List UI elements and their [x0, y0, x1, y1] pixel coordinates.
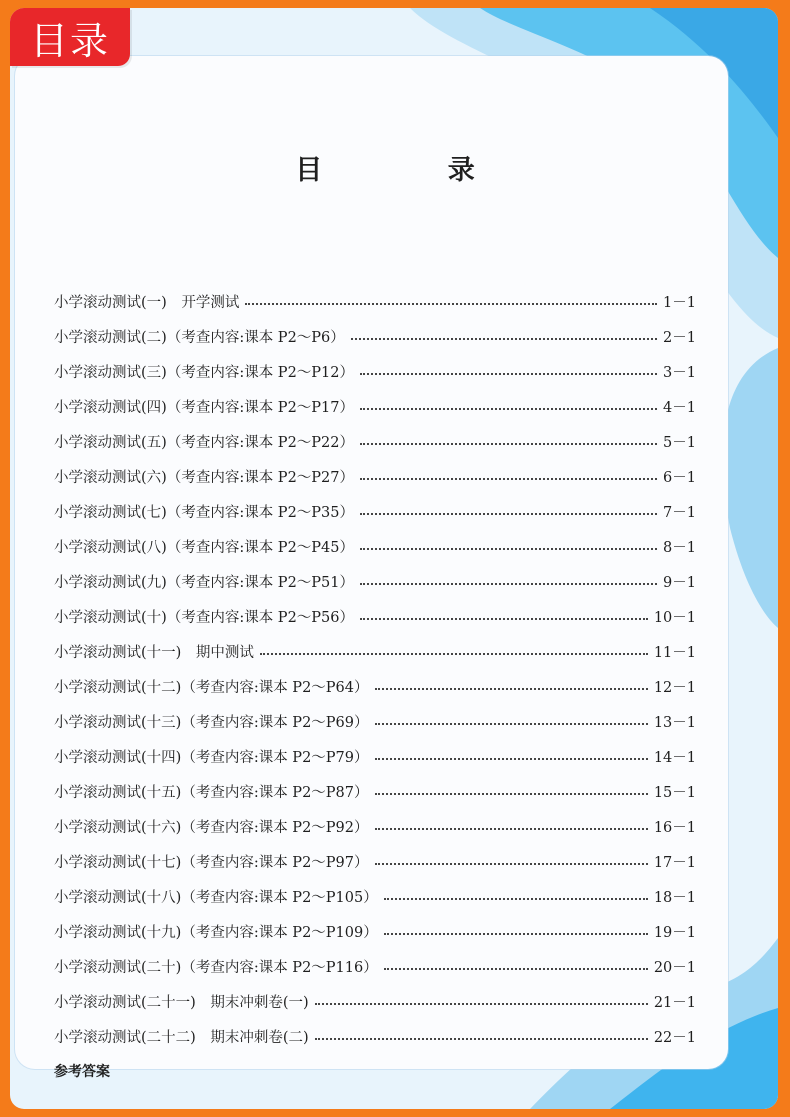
- toc-entry-label: 小学滚动测试(七)（考查内容:课本 P2～P35）: [54, 505, 354, 521]
- toc-entry-page: 11－1: [653, 645, 696, 661]
- section-tag: [10, 8, 130, 66]
- toc-entry-label: 小学滚动测试(十九)（考查内容:课本 P2～P109）: [54, 925, 378, 941]
- toc-entry-label: 小学滚动测试(二十)（考查内容:课本 P2～P116）: [54, 960, 378, 976]
- toc-entry-label: 小学滚动测试(二十二) 期末冲刺卷(二): [54, 1030, 309, 1046]
- toc-entry-label: 小学滚动测试(十一) 期中测试: [54, 645, 254, 661]
- toc-entry-page: 2－1: [663, 330, 696, 346]
- dot-leader: [375, 722, 648, 725]
- dot-leader: [315, 1037, 648, 1040]
- dot-leader: [260, 652, 648, 655]
- toc-entry-page: 3－1: [663, 365, 696, 381]
- dot-leader: [315, 1002, 648, 1005]
- toc-entry[interactable]: [54, 529, 696, 564]
- toc-entry-label: 小学滚动测试(八)（考查内容:课本 P2～P45）: [54, 540, 354, 556]
- dot-leader: [375, 757, 648, 760]
- toc-entry-page: 5－1: [663, 435, 696, 451]
- toc-entry-label: 小学滚动测试(四)（考查内容:课本 P2～P17）: [54, 400, 354, 416]
- toc-entry[interactable]: [54, 319, 696, 354]
- toc-entry[interactable]: [54, 634, 696, 669]
- dot-leader: [360, 617, 648, 620]
- toc-entry-label: 小学滚动测试(一) 开学测试: [54, 295, 240, 311]
- toc-entry[interactable]: [54, 669, 696, 704]
- dot-leader: [375, 792, 648, 795]
- toc-entry-page: 21－1: [653, 995, 696, 1011]
- toc-entry-label: 小学滚动测试(六)（考查内容:课本 P2～P27）: [54, 470, 354, 486]
- toc-entry[interactable]: [54, 879, 696, 914]
- toc-entry[interactable]: [54, 914, 696, 949]
- toc-entry-label: 小学滚动测试(十七)（考查内容:课本 P2～P97）: [54, 855, 369, 871]
- dot-leader: [360, 407, 657, 410]
- toc-entry[interactable]: [54, 494, 696, 529]
- toc-entry[interactable]: [54, 774, 696, 809]
- dot-leader: [360, 477, 657, 480]
- toc-entry-page: 6－1: [663, 470, 696, 486]
- dot-leader: [360, 512, 657, 515]
- dot-leader: [384, 932, 648, 935]
- dot-leader: [360, 582, 657, 585]
- toc-entry-label: 小学滚动测试(十四)（考查内容:课本 P2～P79）: [54, 750, 369, 766]
- toc-entry[interactable]: [54, 844, 696, 879]
- toc-entry-page: 8－1: [663, 540, 696, 556]
- toc-entry-label: 小学滚动测试(十二)（考查内容:课本 P2～P64）: [54, 680, 369, 696]
- toc-entry[interactable]: [54, 704, 696, 739]
- toc-entry-page: 22－1: [653, 1030, 696, 1046]
- toc-entry[interactable]: [54, 949, 696, 984]
- toc-entry-page: 7－1: [663, 505, 696, 521]
- page-frame: [10, 8, 778, 1109]
- dot-leader: [375, 862, 648, 865]
- dot-leader: [375, 687, 648, 690]
- toc-entry-page: 10－1: [653, 610, 696, 626]
- toc-entry-label: 小学滚动测试(二)（考查内容:课本 P2～P6）: [54, 330, 345, 346]
- toc-entry-label: 小学滚动测试(五)（考查内容:课本 P2～P22）: [54, 435, 354, 451]
- toc-entry[interactable]: [54, 984, 696, 1019]
- table-of-contents: [54, 284, 696, 1054]
- toc-entry-page: 20－1: [653, 960, 696, 976]
- toc-entry-page: 12－1: [653, 680, 696, 696]
- toc-entry[interactable]: [54, 809, 696, 844]
- toc-entry[interactable]: [54, 389, 696, 424]
- toc-entry-page: 19－1: [653, 925, 696, 941]
- dot-leader: [360, 372, 657, 375]
- toc-entry-label: 小学滚动测试(十三)（考查内容:课本 P2～P69）: [54, 715, 369, 731]
- toc-entry-page: 14－1: [653, 750, 696, 766]
- toc-entry-page: 13－1: [653, 715, 696, 731]
- dot-leader: [360, 442, 657, 445]
- toc-entry-label: 小学滚动测试(二十一) 期末冲刺卷(一): [54, 995, 309, 1011]
- toc-entry-page: 16－1: [653, 820, 696, 836]
- toc-entry-label: 小学滚动测试(十八)（考查内容:课本 P2～P105）: [54, 890, 378, 906]
- toc-entry-page: 18－1: [653, 890, 696, 906]
- toc-entry[interactable]: [54, 424, 696, 459]
- toc-entry-label: 小学滚动测试(十)（考查内容:课本 P2～P56）: [54, 610, 354, 626]
- dot-leader: [384, 967, 648, 970]
- dot-leader: [384, 897, 648, 900]
- toc-entry[interactable]: [54, 354, 696, 389]
- toc-entry-label: 小学滚动测试(九)（考查内容:课本 P2～P51）: [54, 575, 354, 591]
- toc-entry[interactable]: [54, 1019, 696, 1054]
- dot-leader: [375, 827, 648, 830]
- dot-leader: [245, 302, 657, 305]
- toc-entry[interactable]: [54, 284, 696, 319]
- toc-entry-page: 9－1: [663, 575, 696, 591]
- toc-entry-label: 小学滚动测试(三)（考查内容:课本 P2～P12）: [54, 365, 354, 381]
- toc-entry[interactable]: [54, 599, 696, 634]
- toc-entry-page: 15－1: [653, 785, 696, 801]
- content-card: [15, 56, 728, 1080]
- dot-leader: [360, 547, 657, 550]
- dot-leader: [351, 337, 657, 340]
- section-tag-label: 目录: [29, 18, 110, 63]
- toc-entry[interactable]: [54, 459, 696, 494]
- page-title: 目 录: [295, 155, 533, 186]
- toc-entry[interactable]: [54, 739, 696, 774]
- toc-entry-label: 小学滚动测试(十六)（考查内容:课本 P2～P92）: [54, 820, 369, 836]
- answers-section-link[interactable]: 参考答案: [54, 1064, 110, 1080]
- toc-entry-page: 1－1: [663, 295, 696, 311]
- toc-entry[interactable]: [54, 564, 696, 599]
- toc-entry-page: 4－1: [663, 400, 696, 416]
- toc-entry-page: 17－1: [653, 855, 696, 871]
- toc-entry-label: 小学滚动测试(十五)（考查内容:课本 P2～P87）: [54, 785, 369, 801]
